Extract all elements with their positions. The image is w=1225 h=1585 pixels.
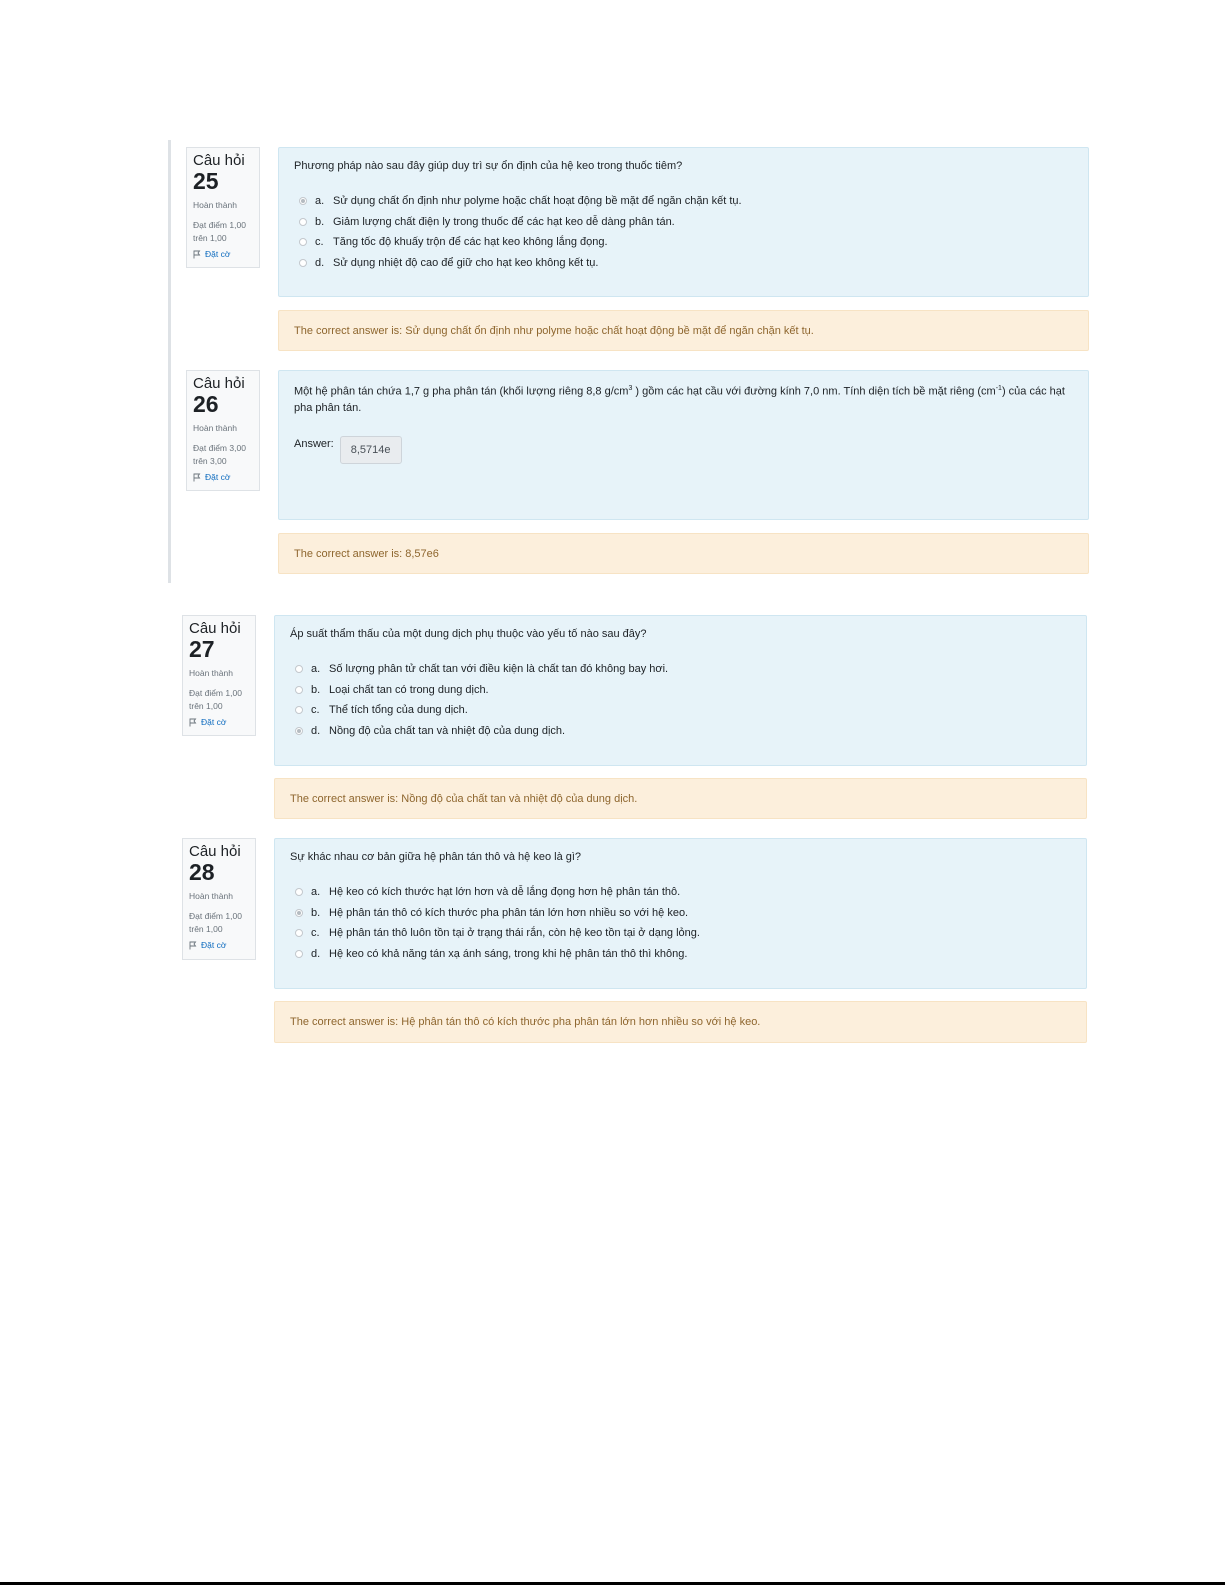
answer-option[interactable]: [294, 212, 1073, 233]
option-letter: d.: [311, 947, 321, 960]
option-letter: d.: [315, 256, 325, 269]
question-text-part2: ) gồm các hạt cầu với đường kính 7,0 nm. Tính diện tích bề mặt riêng (cm: [632, 385, 996, 398]
radio-button[interactable]: [295, 665, 303, 673]
answer-options: [290, 882, 1071, 964]
question-grade: [193, 219, 253, 245]
grade-line1: Đạt điểm 1,00: [189, 911, 242, 921]
question-text-sup2: -1: [995, 385, 1002, 392]
flag-label: Đặt cờ: [205, 249, 231, 259]
grade-line1: Đạt điểm 3,00: [193, 443, 246, 453]
flag-icon: [193, 473, 201, 482]
question-grade: [189, 687, 249, 713]
answer-option[interactable]: [290, 700, 1071, 721]
question-state: Hoàn thành: [189, 668, 233, 678]
answer-label: Answer:: [294, 437, 334, 450]
grade-line2: trên 3,00: [193, 456, 227, 466]
option-text: Loại chất tan có trong dung dịch.: [329, 683, 489, 696]
radio-button[interactable]: [295, 686, 303, 694]
question-state: Hoàn thành: [189, 891, 233, 901]
option-letter: b.: [311, 906, 321, 919]
question-text: Áp suất thẩm thấu của một dung dịch phụ thuộc vào yếu tố nào sau đây?: [290, 628, 647, 640]
grade-line1: Đạt điểm 1,00: [189, 688, 242, 698]
option-text: Hệ phân tán thô có kích thước pha phân tán lớn hơn nhiều so với hệ keo.: [329, 906, 689, 919]
answer-option[interactable]: [294, 191, 1073, 212]
question-content-25: [278, 147, 1089, 297]
question-label: Câu hỏi: [189, 620, 241, 637]
question-content-26: [278, 370, 1089, 520]
correct-answer-feedback-25: The correct answer is: Sử dụng chất ổn định như polyme hoặc chất hoạt động bề mặt để ngăn chặn kết tụ.: [278, 310, 1089, 351]
option-text: Số lượng phân tử chất tan với điều kiện là chất tan đó không bay hơi.: [329, 663, 669, 676]
option-text: Hệ keo có khả năng tán xạ ánh sáng, trong khi hệ phân tán thô thì không.: [329, 947, 688, 960]
grade-line2: trên 1,00: [193, 233, 227, 243]
question-number: 28: [189, 859, 215, 885]
answer-option[interactable]: [290, 903, 1071, 924]
radio-button[interactable]: [295, 909, 303, 917]
radio-button[interactable]: [295, 950, 303, 958]
radio-button[interactable]: [299, 197, 307, 205]
question-label: Câu hỏi: [193, 375, 245, 392]
flag-label: Đặt cờ: [201, 940, 227, 950]
question-content-28: [274, 838, 1087, 989]
radio-button[interactable]: [295, 706, 303, 714]
radio-button[interactable]: [295, 888, 303, 896]
option-text: Tăng tốc độ khuấy trộn để các hạt keo không lắng đọng.: [333, 236, 608, 249]
answer-option[interactable]: [290, 680, 1071, 701]
answer-option[interactable]: [290, 944, 1071, 965]
question-text: Phương pháp nào sau đây giúp duy trì sự ổn định của hệ keo trong thuốc tiêm?: [294, 160, 683, 172]
question-info-26: [186, 370, 260, 491]
answer-options: [294, 191, 1073, 273]
correct-answer-feedback-26: The correct answer is: 8,57e6: [278, 533, 1089, 574]
option-text: Giảm lượng chất điện ly trong thuốc để các hạt keo dễ dàng phân tán.: [333, 215, 675, 228]
radio-button[interactable]: [299, 218, 307, 226]
option-letter: c.: [311, 927, 320, 940]
flag-question-button[interactable]: [189, 717, 249, 727]
answer-option[interactable]: [294, 232, 1073, 253]
question-grade: [193, 442, 253, 468]
question-info-25: [186, 147, 260, 268]
option-letter: b.: [315, 215, 325, 228]
answer-input[interactable]: 8,5714e: [340, 436, 402, 464]
option-letter: a.: [311, 886, 321, 899]
flag-question-button[interactable]: [193, 472, 253, 482]
question-info-27: [182, 615, 256, 736]
question-number: 27: [189, 636, 215, 662]
radio-button[interactable]: [299, 259, 307, 267]
answer-option[interactable]: [290, 721, 1071, 742]
option-text: Thể tích tổng của dung dịch.: [329, 704, 468, 717]
question-number: 25: [193, 168, 219, 194]
flag-icon: [189, 718, 197, 727]
option-letter: b.: [311, 683, 321, 696]
question-label: Câu hỏi: [193, 152, 245, 169]
flag-question-button[interactable]: [189, 940, 249, 950]
flag-label: Đặt cờ: [201, 717, 227, 727]
answer-options: [290, 659, 1071, 741]
question-grade: [189, 910, 249, 936]
correct-answer-feedback-27: The correct answer is: Nồng độ của chất tan và nhiệt độ của dung dịch.: [274, 778, 1087, 819]
flag-icon: [189, 941, 197, 950]
question-text: [294, 381, 1073, 416]
flag-icon: [193, 250, 201, 259]
option-text: Hệ keo có kích thước hạt lớn hơn và dễ lắng đọng hơn hệ phân tán thô.: [329, 886, 681, 899]
question-number: 26: [193, 391, 219, 417]
grade-line1: Đạt điểm 1,00: [193, 220, 246, 230]
option-letter: a.: [311, 663, 321, 676]
option-text: Hệ phân tán thô luôn tồn tại ở trạng thái rắn, còn hệ keo tồn tại ở dạng lỏng.: [329, 927, 700, 940]
answer-row: [294, 436, 1073, 464]
question-text: Sự khác nhau cơ bản giữa hệ phân tán thô và hệ keo là gì?: [290, 851, 582, 863]
radio-button[interactable]: [295, 929, 303, 937]
question-state: Hoàn thành: [193, 200, 237, 210]
question-text-part3: ) của các hạt pha phân tán.: [294, 385, 1065, 414]
option-letter: d.: [311, 724, 321, 737]
question-info-28: [182, 838, 256, 960]
answer-option[interactable]: [290, 659, 1071, 680]
option-text: Sử dụng chất ổn định như polyme hoặc chất hoạt động bề mặt để ngăn chặn kết tụ.: [333, 195, 742, 208]
option-text: Nồng độ của chất tan và nhiệt độ của dung dịch.: [329, 724, 566, 737]
option-text: Sử dụng nhiệt độ cao để giữ cho hạt keo không kết tụ.: [333, 256, 599, 269]
question-text-part1: Một hệ phân tán chứa 1,7 g pha phân tán (khối lượng riêng 8,8 g/cm: [294, 385, 629, 398]
correct-answer-feedback-28: The correct answer is: Hệ phân tán thô có kích thước pha phân tán lớn hơn nhiều so với hệ keo.: [274, 1001, 1087, 1043]
question-text-sup1: 3: [628, 385, 633, 392]
option-letter: c.: [315, 236, 324, 249]
question-content-27: [274, 615, 1087, 766]
answer-option[interactable]: [290, 923, 1071, 944]
flag-question-button[interactable]: [193, 249, 253, 259]
option-letter: c.: [311, 704, 320, 717]
flag-label: Đặt cờ: [205, 472, 231, 482]
radio-button[interactable]: [295, 727, 303, 735]
answer-option[interactable]: [290, 882, 1071, 903]
option-letter: a.: [315, 195, 325, 208]
grade-line2: trên 1,00: [189, 924, 223, 934]
question-label: Câu hỏi: [189, 843, 241, 860]
grade-line2: trên 1,00: [189, 701, 223, 711]
question-group-rule: [168, 140, 171, 583]
answer-option[interactable]: [294, 253, 1073, 274]
question-state: Hoàn thành: [193, 423, 237, 433]
radio-button[interactable]: [299, 238, 307, 246]
